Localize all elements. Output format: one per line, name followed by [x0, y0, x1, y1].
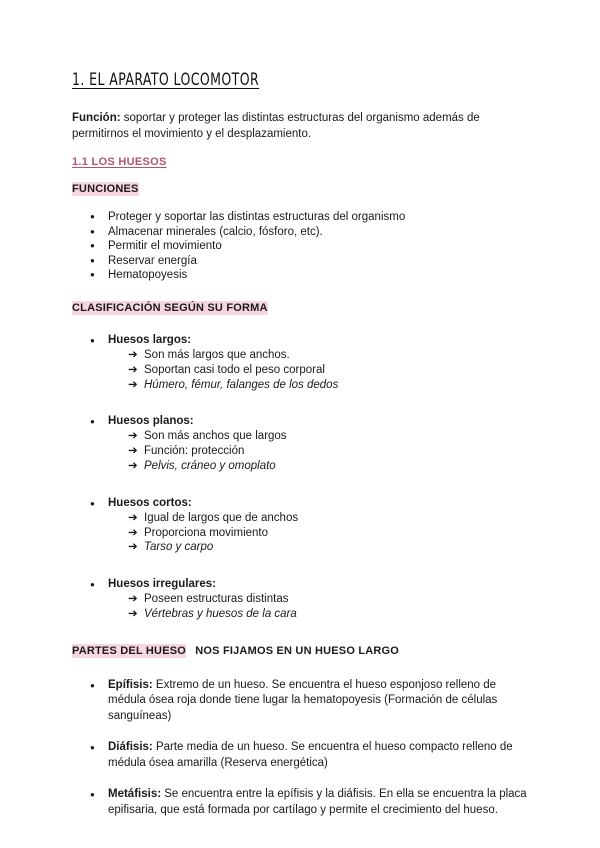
arrow-icon: ➔ [128, 363, 138, 376]
bone-group-title: ● Huesos largos: [108, 333, 532, 348]
part-item-metafisis: ● Metáfisis: Se encuentra entre la epífisis y la diáfisis. En ella se encuentra la placa epifisaria, que está formada por cartílago y permite el crecimiento del hueso. [72, 787, 532, 818]
list-item: ● Reservar energía [108, 254, 532, 269]
list-item: ● Proteger y soportar las distintas estructuras del organismo [108, 210, 532, 225]
arrow-icon: ➔ [128, 541, 138, 554]
function-paragraph [72, 110, 532, 142]
list-item: ➔ Proporciona movimiento [128, 526, 269, 539]
bone-group-title: ● Huesos planos: [108, 414, 532, 429]
arrow-icon: ➔ [128, 607, 138, 620]
bone-group-title: ● Huesos cortos: [108, 496, 532, 511]
bone-group-title: ● Huesos irregulares: [108, 577, 532, 592]
document-title: 1. EL APARATO LOCOMOTOR [72, 70, 260, 90]
partes-note: NOS FIJAMOS EN UN HUESO LARGO [195, 644, 400, 657]
arrow-icon: ➔ [128, 445, 138, 458]
bone-group-largos [72, 333, 532, 392]
list-item: ➔ Tarso y carpo [128, 541, 214, 554]
list-item: ➔ Función: protección [128, 445, 245, 458]
arrow-icon: ➔ [128, 378, 138, 391]
section-heading-huesos: 1.1 LOS HUESOS [72, 156, 167, 168]
arrow-icon: ➔ [128, 526, 138, 539]
function-text: soportar y proteger las distintas estructuras del organismo además de permitirnos el movimiento y el desplazamiento. [72, 112, 480, 140]
list-item: ➔ Vértebras y huesos de la cara [128, 607, 297, 620]
list-item: ➔ Son más largos que anchos. [128, 348, 290, 361]
partes-heading: PARTES DEL HUESO [72, 644, 187, 657]
list-item: ➔ Pelvis, cráneo y omoplato [128, 459, 276, 472]
list-item: ● Almacenar minerales (calcio, fósforo, etc). [108, 225, 532, 240]
list-item: ➔ Poseen estructuras distintas [128, 593, 289, 606]
arrow-icon: ➔ [128, 348, 138, 361]
list-item: ➔ Soportan casi todo el peso corporal [128, 363, 325, 376]
part-item-epifisis: ● Epífisis: Extremo de un hueso. Se encuentra el hueso esponjoso relleno de médula ósea roja donde tiene lugar la hematopoyesis (Formación de células sanguíneas) [72, 678, 532, 725]
arrow-icon: ➔ [128, 459, 138, 472]
arrow-icon: ➔ [128, 511, 138, 524]
list-item: ➔ Igual de largos que de anchos [128, 511, 299, 524]
document-page [72, 70, 532, 831]
list-item: ● Hematopoyesis [108, 268, 532, 283]
bone-group-cortos [72, 496, 532, 555]
list-item: ➔ Húmero, fémur, falanges de los dedos [128, 378, 339, 391]
bone-group-planos [72, 414, 532, 473]
clasificacion-heading: CLASIFICACIÓN SEGÚN SU FORMA [72, 301, 268, 314]
funciones-heading: FUNCIONES [72, 183, 139, 195]
list-item: ● Permitir el movimiento [108, 239, 532, 254]
bone-group-irregulares [72, 577, 532, 622]
part-item-diafisis: ● Diáfisis: Parte media de un hueso. Se encuentra el hueso compacto relleno de médula ósea amarilla (Reserva energética) [72, 740, 532, 771]
list-item: ➔ Son más anchos que largos [128, 430, 287, 443]
funciones-list [72, 210, 532, 283]
arrow-icon: ➔ [128, 593, 138, 606]
arrow-icon: ➔ [128, 430, 138, 443]
function-label: Función: [72, 112, 121, 124]
